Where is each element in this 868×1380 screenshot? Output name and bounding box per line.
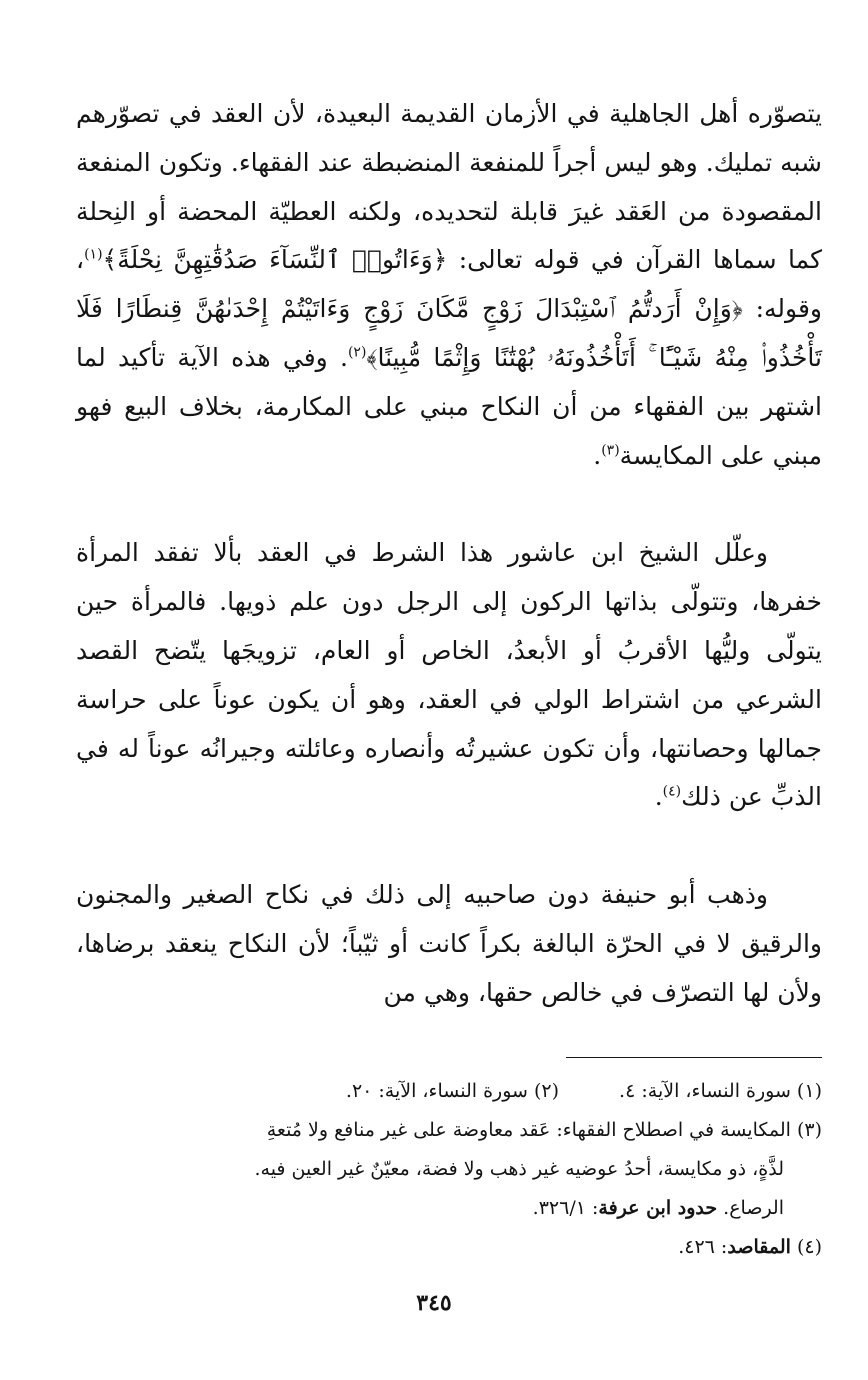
paragraph-2-text-a: وعلّل الشيخ ابن عاشور هذا الشرط في العقد بألا تفقد المرأة خفرها، وتتولّى بذاتها الركون إلى الرجل دون علم ذويها. فالمرأة حين يتولّى وليُّها الأقربُ أو الأبعدُ، الخاص أو العام، تزويجَها يتّضح القصد الشرعي من اشتراط الولي في العقد، وهو أن يكون عوناً على حراسة جمالها وحصانتها، وأن تكون عشيرتُه وأنصاره وعائلته وجيرانُه عوناً له في الذبِّ عن ذلك [76, 538, 822, 812]
paragraph-3 [76, 871, 822, 1017]
paragraph-2 [76, 529, 822, 822]
main-text [76, 90, 822, 1018]
footnote-ref-4: (٤) [662, 784, 682, 801]
paragraph-1 [76, 90, 822, 480]
footnote-1: (١) سورة النساء، الآية: ٤. [619, 1080, 822, 1102]
footnote-4 [66, 1228, 822, 1267]
page-number: ٣٤٥ [416, 1290, 452, 1316]
paragraph-3-text-a: وذهب أبو حنيفة دون صاحبيه إلى ذلك في نكاح الصغير والمجنون والرقيق لا في الحرّة البالغة بكراً كانت أو ثيّباً؛ لأن النكاح ينعقد برضاها، ولأن لها التصرّف في خالص حقها، وهي من [76, 880, 822, 1007]
footnote-3-line-3 [66, 1189, 822, 1228]
paragraph-1-text-c: . وفي هذه الآية تأكيد لما اشتهر بين الفقهاء من أن النكاح مبني على المكارمة، بخلاف البيع فهو مبني على المكايسة [76, 342, 822, 470]
quran-verse-1: ﴿وَءَاتُوا۟ ٱلنِّسَآءَ صَدُقَٰتِهِنَّ نِحْلَةً﴾ [102, 245, 448, 275]
quran-verse-2: ﴿وَإِنْ أَرَدتُّمُ ٱسْتِبْدَالَ زَوْجٍ مَّكَانَ زَوْجٍ وَءَاتَيْتُمْ إِحْدَىٰهُنَّ قِنطَارًا فَلَا تَأْخُذُوا۟ مِنْهُ شَيْـًٔا ۚ أَتَأْخُذُونَهُۥ بُهْتَٰنًا وَإِثْمًا مُّبِينًا﴾ [76, 294, 823, 372]
footnote-3-author: الرصاع. [717, 1197, 784, 1219]
paragraph-1-text-a: يتصوّره أهل الجاهلية في الأزمان القديمة البعيدة، لأن العقد في تصوّرهم شبه تمليك. وهو ليس أجراً للمنفعة المنضبطة عند الفقهاء. وتكون المنفعة المقصودة من العَقد غيرَ قابلة لتحديده، ولكنه العطيّة المحضة أو النِحلة كما سماها القرآن في قوله تعالى: [76, 99, 822, 275]
footnote-ref-2: (٢) [347, 344, 367, 361]
footnote-divider [566, 1057, 822, 1058]
paragraph-1-text-d: . [593, 440, 602, 470]
footnote-row-1-2 [66, 1072, 822, 1111]
footnote-4-source: المقاصد [727, 1236, 791, 1258]
footnote-4-ref: : ٤٢٦. [678, 1236, 728, 1258]
footnotes [66, 1072, 822, 1267]
paragraph-2-text-b: . [654, 782, 663, 812]
paragraph-1-text-b: ، وقوله: [76, 245, 822, 324]
footnote-ref-3: (٣) [601, 442, 620, 459]
footnote-2: (٢) سورة النساء، الآية: ٢٠. [345, 1080, 560, 1102]
footnote-3-ref: : ٣٢٦/١. [532, 1197, 599, 1219]
footnote-3-source: حدود ابن عرفة [598, 1197, 718, 1219]
footnote-3-line-2: لذَّةٍ، ذو مكايسة، أحدُ عوضيه غير ذهب ولا فضة، معيّنٌ غير العين فيه. [254, 1158, 784, 1180]
footnote-ref-1: (١) [84, 247, 103, 264]
footnote-3-line-1: (٣) المكايسة في اصطلاح الفقهاء: عَقد معاوضة على غير منافع ولا مُتعةِ [266, 1119, 822, 1141]
footnote-4-number: (٤) [790, 1236, 822, 1258]
